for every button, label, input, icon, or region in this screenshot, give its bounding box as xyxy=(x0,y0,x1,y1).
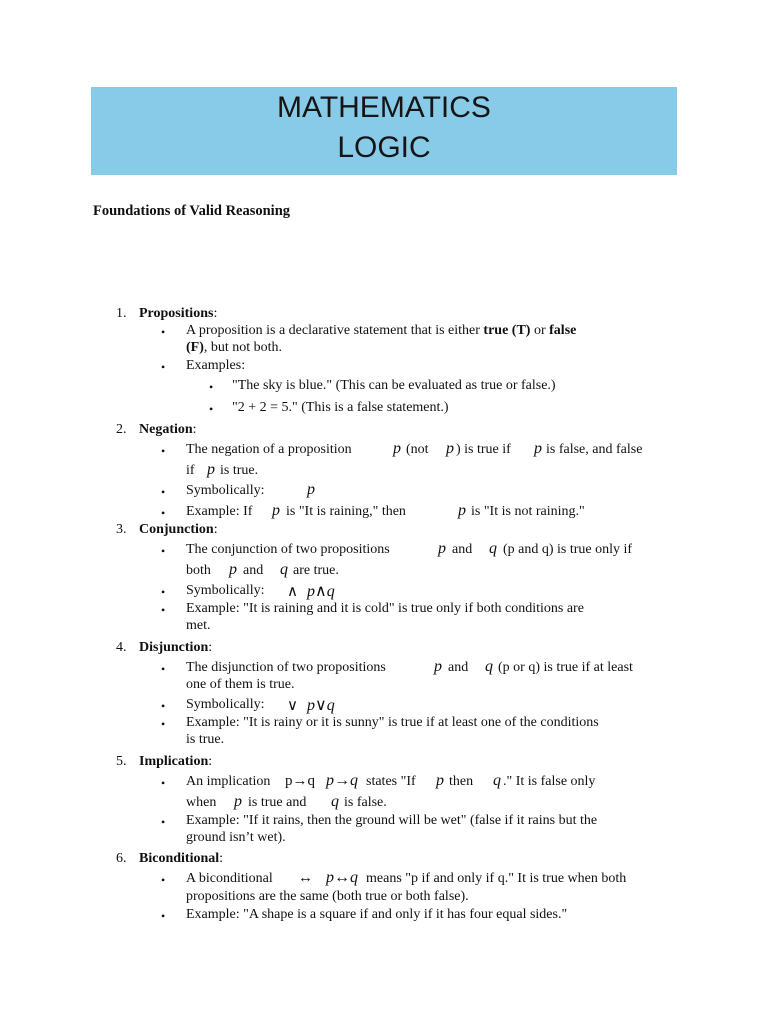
bullet: • xyxy=(161,485,166,499)
math-p: p xyxy=(393,440,401,457)
text: The conjunction of two propositions xyxy=(186,542,390,557)
section-number: 4. xyxy=(116,640,127,655)
text: (p or q) is true if at least xyxy=(498,660,633,675)
math-p: p xyxy=(234,793,242,810)
section-title: Negation xyxy=(139,422,193,437)
bold-true: true (T) xyxy=(483,323,531,338)
section-number: 6. xyxy=(116,851,127,866)
text: Example: If xyxy=(186,504,253,519)
text: (not xyxy=(406,442,429,457)
bullet: • xyxy=(161,544,166,558)
section-number: 5. xyxy=(116,754,127,769)
section-title: Propositions xyxy=(139,306,214,321)
bullet: • xyxy=(161,444,166,458)
math-q: q xyxy=(493,772,501,789)
text: An implication xyxy=(186,774,271,789)
text: is true. xyxy=(186,732,225,747)
math-q: q xyxy=(331,793,339,810)
text: is true. xyxy=(220,463,259,478)
bullet: • xyxy=(209,380,214,394)
text: when xyxy=(186,795,217,810)
math-p: p xyxy=(307,481,315,498)
math-p: p xyxy=(229,561,237,578)
math-q: q xyxy=(485,658,493,675)
text: "The sky is blue." (This can be evaluated as true or false.) xyxy=(232,378,556,393)
text: Symbolically: xyxy=(186,583,265,598)
text: and xyxy=(448,660,469,675)
or-symbol: ∨ xyxy=(287,698,298,714)
bullet: • xyxy=(161,699,166,713)
math-p: p xyxy=(436,772,444,789)
math-p: p xyxy=(434,658,442,675)
section-title: Disjunction xyxy=(139,640,209,655)
text: means "p if and only if q." It is true when both xyxy=(366,871,627,886)
bullet: • xyxy=(161,776,166,790)
text: ) is true if xyxy=(456,442,511,457)
section-title: Biconditional xyxy=(139,851,220,866)
math-expression: p∨q xyxy=(307,697,335,714)
text: are true. xyxy=(293,563,339,578)
text: is true and xyxy=(248,795,307,810)
text: The disjunction of two propositions xyxy=(186,660,386,675)
colon: : xyxy=(213,306,218,321)
math-expression: p∧q xyxy=(307,583,335,600)
bold-f: (F) xyxy=(186,340,204,355)
text: The negation of a proposition xyxy=(186,442,352,457)
bullet: • xyxy=(161,603,166,617)
colon: : xyxy=(208,754,213,769)
text: then xyxy=(449,774,474,789)
title-banner xyxy=(91,87,677,175)
text: ground isn’t wet). xyxy=(186,830,286,845)
bullet: • xyxy=(161,662,166,676)
bullet: • xyxy=(161,909,166,923)
title-line-1: MATHEMATICS xyxy=(277,91,491,124)
math-expression-plain: p→q xyxy=(285,773,315,789)
text: ." It is false only xyxy=(503,774,596,789)
text: "2 + 2 = 5." (This is a false statement.) xyxy=(232,400,449,415)
text: is false. xyxy=(344,795,387,810)
text: Example: "If it rains, then the ground will be wet" (false if it rains but the xyxy=(186,813,598,828)
text: and xyxy=(452,542,473,557)
text: states "If xyxy=(366,774,416,789)
text: A biconditional xyxy=(186,871,273,886)
math-p: p xyxy=(534,440,542,457)
math-p: p xyxy=(438,540,446,557)
math-expression: p→q xyxy=(326,772,358,789)
bullet: • xyxy=(161,585,166,599)
bullet: • xyxy=(161,717,166,731)
text: is "It is not raining." xyxy=(471,504,585,519)
bullet: • xyxy=(161,506,166,520)
text: Example: "A shape is a square if and only if it has four equal sides." xyxy=(186,907,568,922)
section-number: 1. xyxy=(116,306,127,321)
section-title: Conjunction xyxy=(139,522,214,537)
section-number: 2. xyxy=(116,422,127,437)
math-p: p xyxy=(207,461,215,478)
biconditional-symbol: ↔ xyxy=(298,870,313,886)
text: , but not both. xyxy=(203,340,283,355)
text: is "It is raining," then xyxy=(286,504,406,519)
text: is false, and false xyxy=(546,442,643,457)
text: one of them is true. xyxy=(186,677,295,692)
math-q: q xyxy=(280,561,288,578)
text: if xyxy=(186,463,195,478)
text: Example: "It is rainy or it is sunny" is true if at least one of the conditions xyxy=(186,715,599,730)
subtitle: Foundations of Valid Reasoning xyxy=(93,203,291,219)
section-number: 3. xyxy=(116,522,127,537)
bullet: • xyxy=(209,402,214,416)
title-line-2: LOGIC xyxy=(337,131,431,164)
math-p: p xyxy=(458,502,466,519)
text: Symbolically: xyxy=(186,483,265,498)
text: Examples: xyxy=(186,358,246,373)
text: A proposition is a declarative statement that is either xyxy=(186,323,484,338)
text: or xyxy=(530,323,550,338)
math-p: p xyxy=(272,502,280,519)
colon: : xyxy=(219,851,224,866)
section-title: Implication xyxy=(139,754,209,769)
bold-false: false xyxy=(549,323,577,338)
text: both xyxy=(186,563,211,578)
text: (p and q) is true only if xyxy=(503,542,633,557)
colon: : xyxy=(213,522,218,537)
text: Example: "It is raining and it is cold" is true only if both conditions are xyxy=(186,601,584,616)
bullet: • xyxy=(161,325,166,339)
text: and xyxy=(243,563,264,578)
and-symbol: ∧ xyxy=(287,584,298,600)
bullet: • xyxy=(161,873,166,887)
bullet: • xyxy=(161,815,166,829)
math-expression: p↔q xyxy=(326,869,358,886)
bullet: • xyxy=(161,360,166,374)
colon: : xyxy=(192,422,197,437)
math-q: q xyxy=(489,540,497,557)
colon: : xyxy=(208,640,213,655)
text: Symbolically: xyxy=(186,697,265,712)
math-p: p xyxy=(446,440,454,457)
text: met. xyxy=(186,618,211,633)
text: propositions are the same (both true or both false). xyxy=(186,889,469,904)
